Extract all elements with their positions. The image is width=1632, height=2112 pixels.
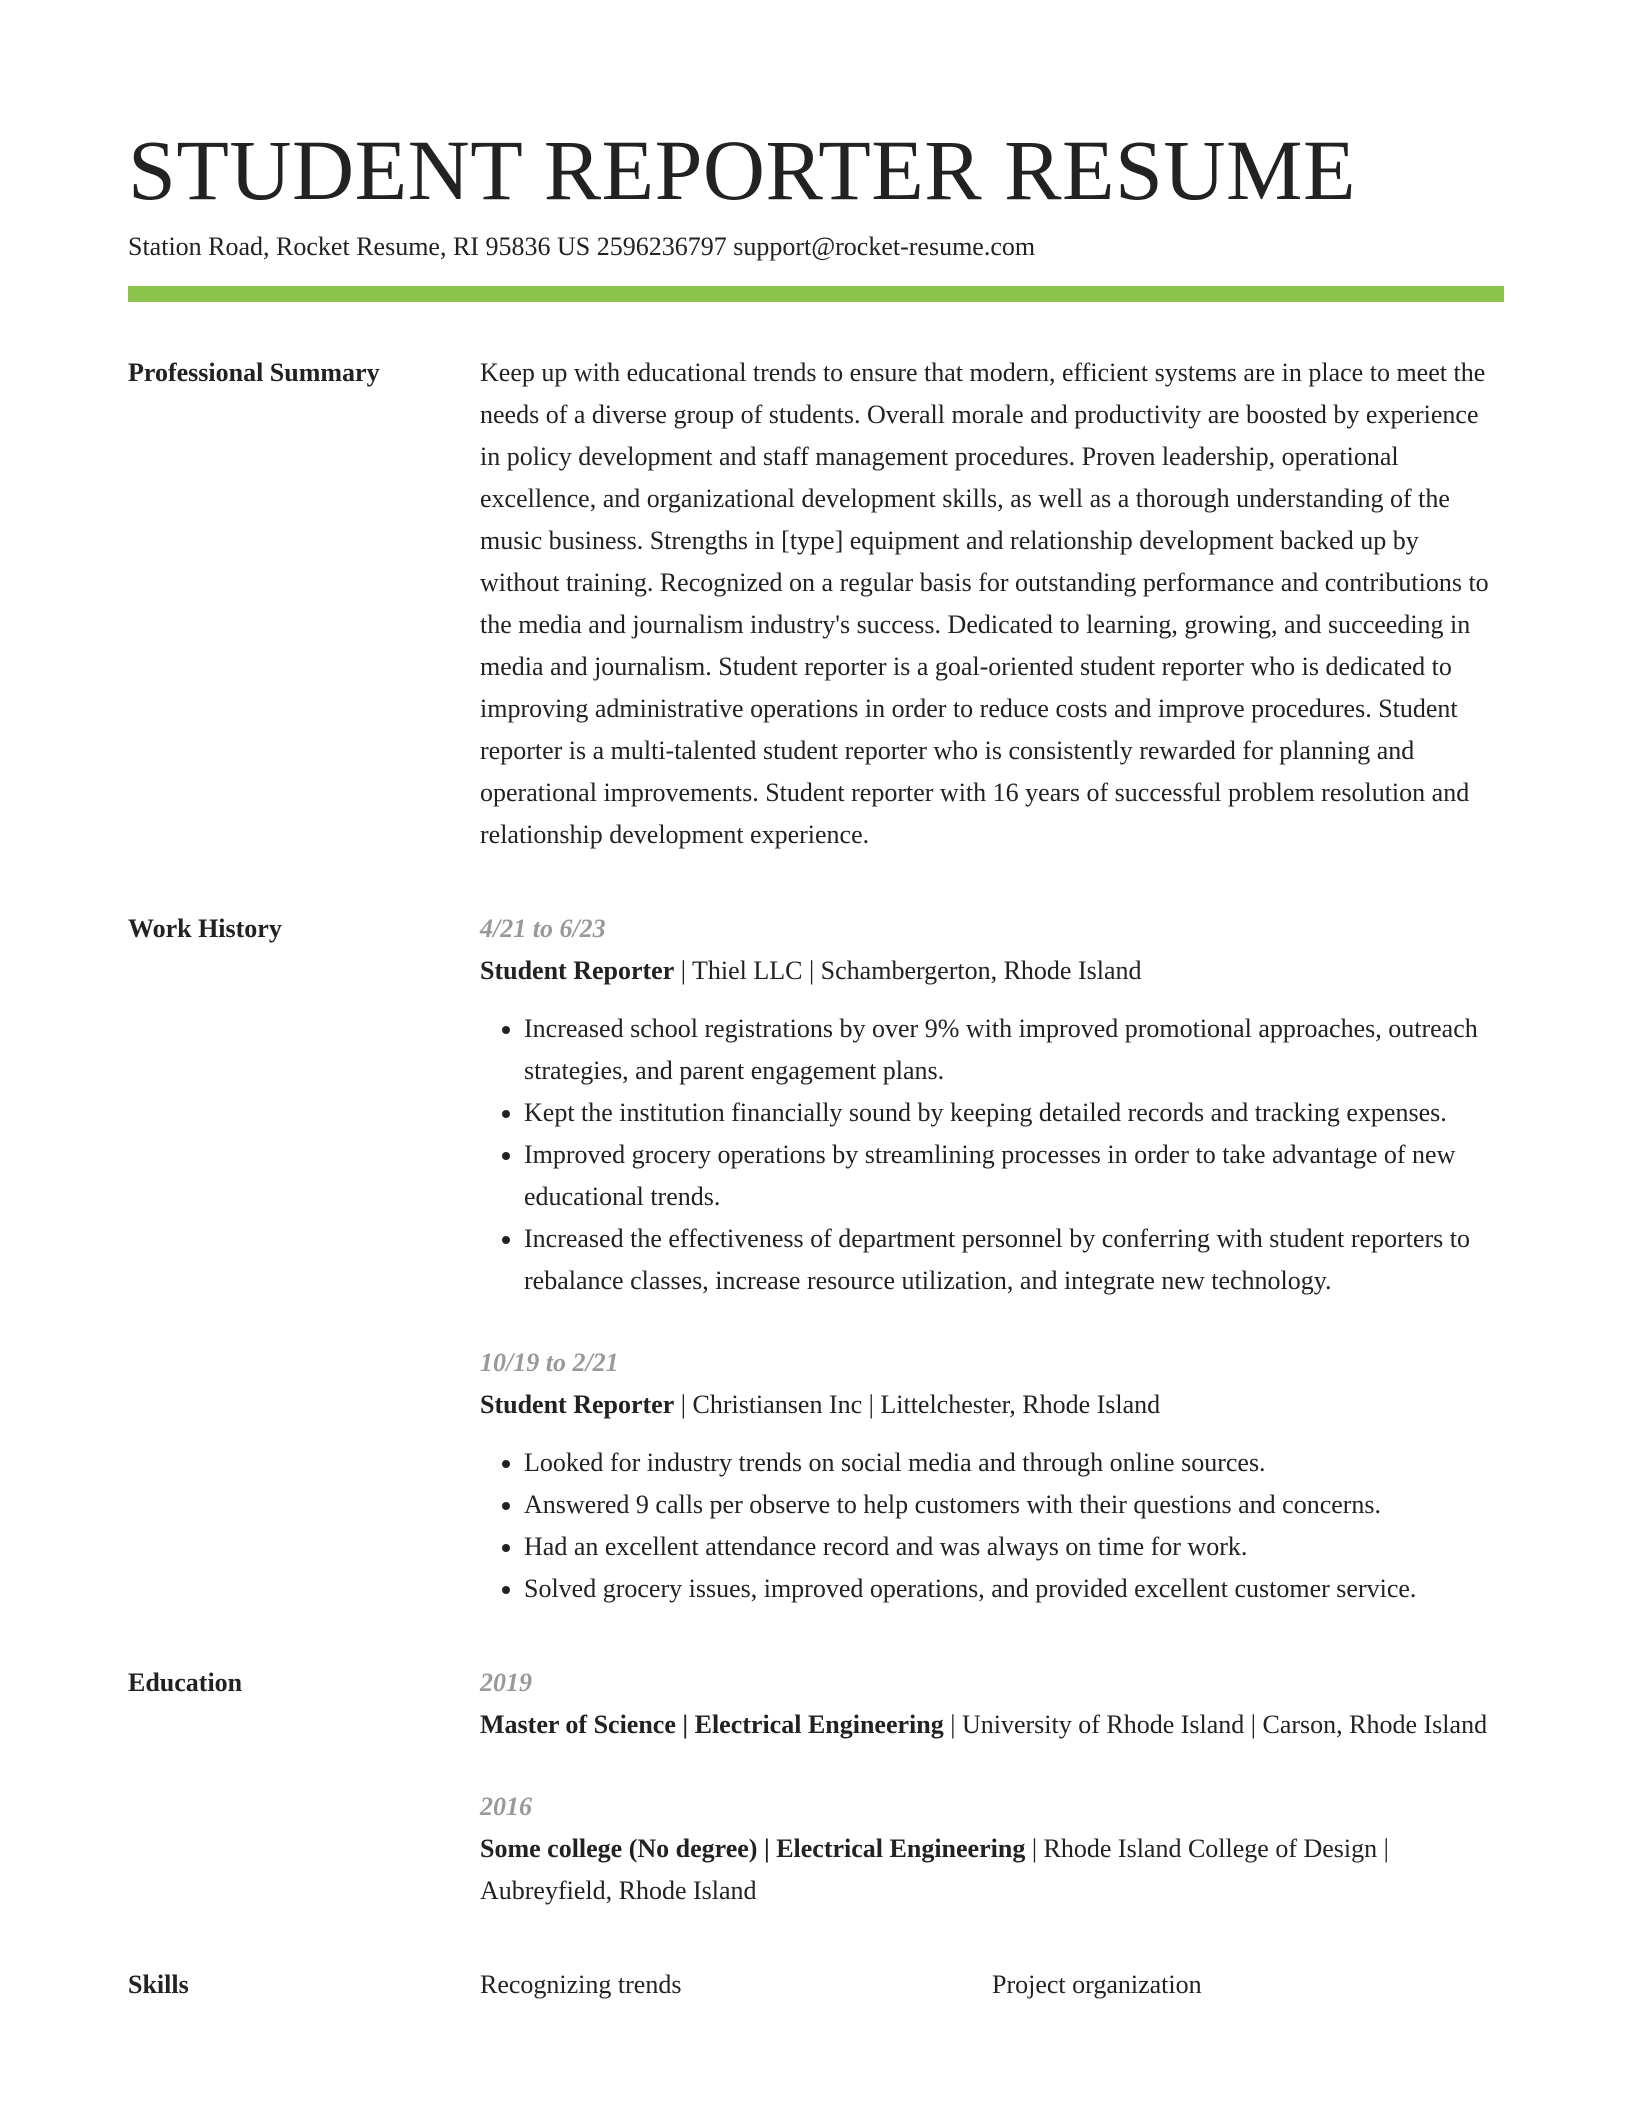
education-section — [128, 1662, 1504, 1912]
resume-title: STUDENT REPORTER RESUME — [128, 122, 1356, 218]
summary-text: Keep up with educational trends to ensure that modern, efficient systems are in place to meet the needs of a diverse group of students. Overall morale and productivity are boosted by experience in policy development and staff management procedures. Proven leadership, operational excellence, and organizational development skills, as well as a thorough understanding of the music business. Strengths in [type] equipment and relationship development backed up by without training. Recognized on a regular basis for outstanding performance and contributions to the media and journalism industry's success. Dedicated to learning, growing, and succeeding in media and journalism. Student reporter is a goal-oriented student reporter who is dedicated to improving administrative operations in order to reduce costs and improve procedures. Student reporter is a multi-talented student reporter who is consistently rewarded for planning and operational improvements. Student reporter with 16 years of successful problem resolution and relationship development experience. — [480, 358, 1489, 849]
education-details: | Rhode Island College of Design | Aubreyfield, Rhode Island — [480, 1834, 1389, 1905]
education-line — [480, 1704, 1504, 1746]
job-bullets — [480, 1008, 1504, 1302]
skills-body — [480, 1964, 1504, 2006]
education-degree: Some college (No degree) | Electrical Engineering — [480, 1834, 1026, 1863]
job-bullet: • Increased the effectiveness of department personnel by conferring with student reporters to rebalance classes, increase resource utilization, and integrate new technology. — [524, 1218, 1504, 1302]
job-bullet: • Kept the institution financially sound by keeping detailed records and tracking expenses. — [524, 1092, 1504, 1134]
job-bullet: • Answered 9 calls per observe to help customers with their questions and concerns. — [524, 1484, 1504, 1526]
job-dates: 10/19 to 2/21 — [480, 1348, 619, 1377]
job-role: Student Reporter — [480, 1390, 675, 1419]
header-divider — [128, 286, 1504, 302]
job-bullet: • Had an excellent attendance record and was always on time for work. — [524, 1526, 1504, 1568]
job-details: | Thiel LLC | Schambergerton, Rhode Island — [674, 956, 1142, 985]
section-title-work-history: Work History — [128, 914, 282, 943]
section-title-summary: Professional Summary — [128, 358, 380, 387]
job-title-line — [480, 1384, 1504, 1426]
resume-page — [128, 120, 1504, 2006]
job-bullets — [480, 1442, 1504, 1610]
job-bullet: • Solved grocery issues, improved operations, and provided excellent customer service. — [524, 1568, 1504, 1610]
job-dates: 4/21 to 6/23 — [480, 914, 606, 943]
education-degree: Master of Science | Electrical Engineering — [480, 1710, 944, 1739]
job-title-line — [480, 950, 1504, 992]
job-entry — [480, 1342, 1504, 1610]
section-title-education: Education — [128, 1668, 243, 1697]
education-entry — [480, 1786, 1504, 1912]
education-line — [480, 1828, 1504, 1912]
job-bullet: • Looked for industry trends on social media and through online sources. — [524, 1442, 1504, 1484]
education-year: 2019 — [480, 1668, 532, 1697]
skill-item: Project organization — [992, 1970, 1202, 1999]
section-title-skills: Skills — [128, 1970, 189, 1999]
skills-section — [128, 1964, 1504, 2006]
job-role: Student Reporter — [480, 956, 675, 985]
job-bullet: • Increased school registrations by over 9% with improved promotional approaches, outreach strategies, and parent engagement plans. — [524, 1008, 1504, 1092]
contact-line: Station Road, Rocket Resume, RI 95836 US 2596236797 support@rocket-resume.com — [128, 232, 1036, 261]
education-entry — [480, 1662, 1504, 1746]
work-history-section — [128, 908, 1504, 1610]
summary-section — [128, 352, 1504, 856]
education-details: | University of Rhode Island | Carson, Rhode Island — [943, 1710, 1488, 1739]
job-details: | Christiansen Inc | Littelchester, Rhode Island — [674, 1390, 1161, 1419]
job-bullet: • Improved grocery operations by streamlining processes in order to take advantage of new educational trends. — [524, 1134, 1504, 1218]
education-body — [480, 1662, 1504, 1912]
skill-item: Recognizing trends — [480, 1970, 682, 1999]
work-history-body — [480, 908, 1504, 1610]
job-entry — [480, 908, 1504, 1302]
summary-body — [480, 352, 1504, 856]
education-year: 2016 — [480, 1792, 532, 1821]
